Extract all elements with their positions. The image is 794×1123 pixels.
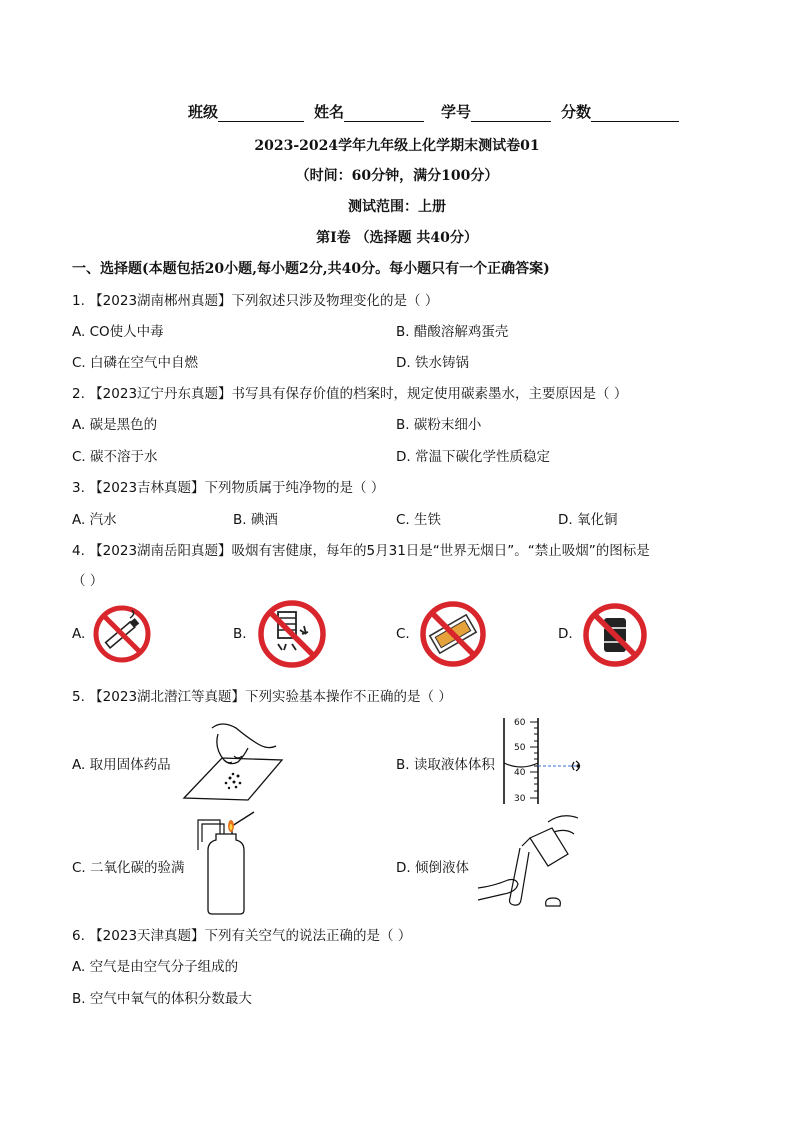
no-matches-icon[interactable]	[418, 600, 488, 668]
score-field[interactable]: 分数	[561, 101, 679, 122]
class-field[interactable]: 班级	[188, 101, 304, 122]
q2-option-d[interactable]: D. 常温下碳化学性质稳定	[396, 449, 550, 465]
q6-option-b[interactable]: B. 空气中氧气的体积分数最大	[72, 991, 252, 1007]
q1-option-a[interactable]: A. CO使人中毒	[72, 324, 164, 340]
question-6-stem: 6. 【2023天津真题】下列有关空气的说法正确的是（ ）	[72, 928, 412, 944]
q2-option-c[interactable]: C. 碳不溶于水	[72, 449, 158, 465]
no-flammable-barrel-icon[interactable]	[582, 602, 648, 668]
q3-option-a[interactable]: A. 汽水	[72, 512, 117, 528]
q1-option-c[interactable]: C. 白磷在空气中自燃	[72, 355, 199, 371]
q4-option-c[interactable]: C.	[396, 626, 410, 642]
q6-option-a[interactable]: A. 空气是由空气分子组成的	[72, 959, 239, 975]
question-5-stem: 5. 【2023湖北潜江等真题】下列实验基本操作不正确的是（ ）	[72, 689, 452, 705]
pouring-liquid-illustration	[470, 808, 594, 916]
gas-bottle-match-illustration	[192, 812, 270, 916]
bottle-stopper	[546, 898, 561, 906]
solid-reagent-hand-illustration	[178, 720, 288, 802]
question-2-stem: 2. 【2023辽宁丹东真题】书写具有保存价值的档案时，规定使用碳素墨水，主要原因是（ ）	[72, 386, 628, 402]
section-title: 一、选择题(本题包括20小题,每小题2分,共40分。每小题只有一个正确答案)	[72, 261, 550, 277]
question-4-stem-cont: （ ）	[72, 573, 104, 589]
exam-scope: 测试范围：上册	[348, 199, 446, 215]
cylinder-tick-40: 40	[514, 768, 526, 778]
cylinder-tick-30: 30	[514, 794, 526, 804]
name-field[interactable]: 姓名	[314, 101, 424, 122]
q4-option-a[interactable]: A.	[72, 626, 86, 642]
q3-option-b[interactable]: B. 碘酒	[233, 512, 278, 528]
part-title: 第Ⅰ卷 （选择题 共40分）	[316, 230, 478, 246]
cylinder-tick-60: 60	[514, 718, 526, 728]
question-4-stem: 4. 【2023湖南岳阳真题】吸烟有害健康，每年的5月31日是“世界无烟日”。“禁止吸烟”的图标是	[72, 543, 650, 559]
q1-option-d[interactable]: D. 铁水铸锅	[396, 355, 469, 371]
eye-icon	[576, 764, 579, 767]
q2-option-b[interactable]: B. 碳粉末细小	[396, 417, 482, 433]
exam-title: 2023-2024学年九年级上化学期末测试卷01	[254, 138, 540, 154]
q1-option-b[interactable]: B. 醋酸溶解鸡蛋壳	[396, 324, 509, 340]
exam-subtitle: （时间：60分钟，满分100分）	[295, 168, 499, 184]
q5-option-b[interactable]: B. 读取液体体积	[396, 757, 495, 773]
question-3-stem: 3. 【2023吉林真题】下列物质属于纯净物的是（ ）	[72, 480, 385, 496]
q3-option-d[interactable]: D. 氧化铜	[558, 512, 618, 528]
graduated-cylinder-illustration	[496, 714, 592, 806]
no-smoking-cigarette-icon[interactable]	[92, 604, 152, 664]
question-1-stem: 1. 【2023湖南郴州真题】下列叙述只涉及物理变化的是（ ）	[72, 293, 439, 309]
student-id-field[interactable]: 学号	[441, 101, 551, 122]
q5-option-d[interactable]: D. 倾倒液体	[396, 860, 469, 876]
header-fields	[188, 101, 698, 122]
cylinder-tick-50: 50	[514, 743, 526, 753]
q4-option-d[interactable]: D.	[558, 626, 573, 642]
q4-option-b[interactable]: B.	[233, 626, 247, 642]
q3-option-c[interactable]: C. 生铁	[396, 512, 442, 528]
q5-option-a[interactable]: A. 取用固体药品	[72, 757, 171, 773]
no-fireworks-icon[interactable]	[256, 600, 328, 668]
q2-option-a[interactable]: A. 碳是黑色的	[72, 417, 158, 433]
q5-option-c[interactable]: C. 二氧化碳的验满	[72, 860, 185, 876]
